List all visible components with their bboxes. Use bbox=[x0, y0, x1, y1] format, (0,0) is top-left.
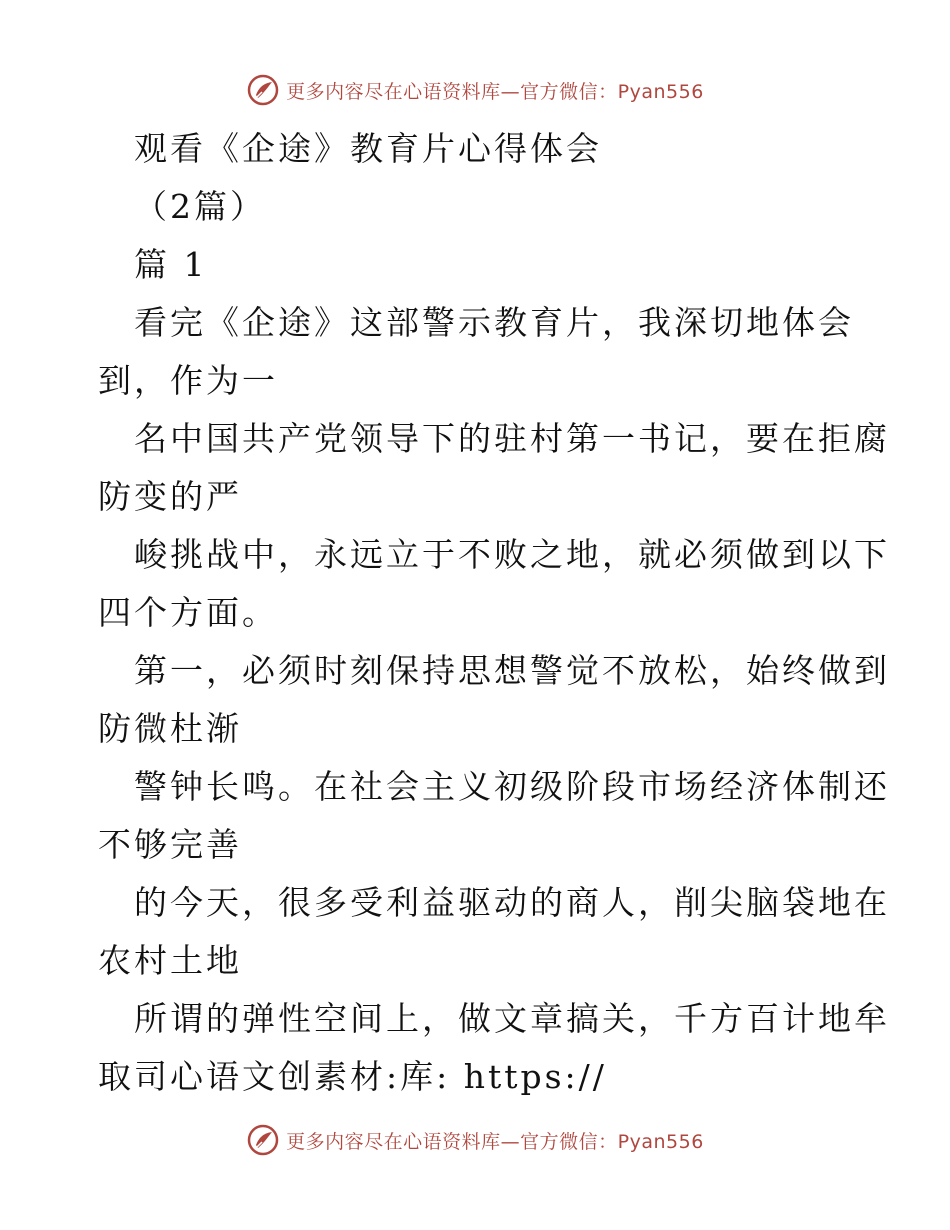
paragraph-line: 到，作为一 bbox=[98, 361, 278, 400]
banner-text: 更多内容尽在心语资料库—官方微信：Pyan556 bbox=[286, 1130, 704, 1153]
paragraph-line: 取司心语文创素材:库: https:// bbox=[98, 1057, 607, 1096]
paragraph-line: 不够完善 bbox=[98, 825, 242, 864]
paragraph-line: 农村土地 bbox=[98, 941, 242, 980]
doc-subtitle: （2篇） bbox=[134, 187, 266, 226]
header-banner bbox=[0, 70, 950, 110]
section-heading: 篇 1 bbox=[134, 245, 208, 284]
doc-title: 观看《企途》教育片心得体会 bbox=[134, 129, 602, 168]
document-body bbox=[98, 120, 890, 1106]
paragraph-line: 四个方面。 bbox=[98, 593, 278, 632]
paragraph-line: 的今天，很多受利益驱动的商人，削尖脑袋地在 bbox=[134, 883, 890, 922]
paragraph-line: 峻挑战中，永远立于不败之地，就必须做到以下 bbox=[134, 535, 890, 574]
brand-logo-icon bbox=[246, 73, 280, 107]
paragraph-line: 名中国共产党领导下的驻村第一书记，要在拒腐 bbox=[134, 419, 890, 458]
footer-banner bbox=[0, 1120, 950, 1160]
paragraph-line: 防微杜渐 bbox=[98, 709, 242, 748]
paragraph-line: 第一，必须时刻保持思想警觉不放松，始终做到 bbox=[134, 651, 890, 690]
paragraph-line: 防变的严 bbox=[98, 477, 242, 516]
paragraph-line: 警钟长鸣。在社会主义初级阶段市场经济体制还 bbox=[134, 767, 890, 806]
paragraph-line: 所谓的弹性空间上，做文章搞关，千方百计地牟 bbox=[134, 999, 890, 1038]
banner-text: 更多内容尽在心语资料库—官方微信：Pyan556 bbox=[286, 80, 704, 103]
paragraph-line: 看完《企途》这部警示教育片，我深切地体会 bbox=[134, 303, 854, 342]
brand-logo-icon bbox=[246, 1123, 280, 1157]
